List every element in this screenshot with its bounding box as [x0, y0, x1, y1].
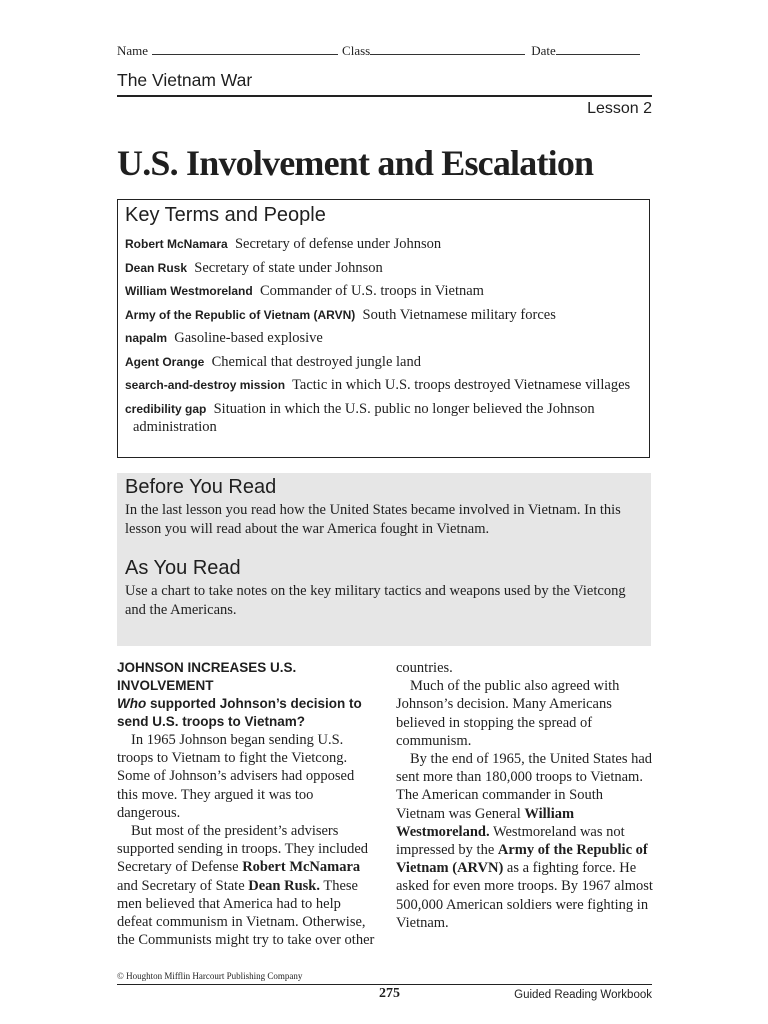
- page-number: 275: [379, 986, 400, 1001]
- term-definition: Commander of U.S. troops in Vietnam: [259, 283, 484, 299]
- term-entry: [125, 259, 641, 277]
- question-who: Who: [117, 696, 147, 711]
- term-name: Dean Rusk: [125, 260, 188, 275]
- p2-bold-rusk: Dean Rusk.: [248, 877, 320, 894]
- before-you-read-text: In the last lesson you read how the United States became involved in Vietnam. In this lesson you will read about the war America fought in Vietnam.: [125, 502, 621, 537]
- term-entry: [125, 329, 641, 347]
- header-rule: [117, 95, 652, 97]
- as-you-read-heading: As You Read: [125, 557, 241, 579]
- term-definition: South Vietnamese military forces: [362, 306, 556, 323]
- paragraph-2-continued: countries.: [396, 660, 453, 676]
- footer-rule: [117, 984, 652, 985]
- date-blank[interactable]: [556, 42, 640, 55]
- term-name: search-and-destroy mission: [125, 378, 286, 392]
- term-name: credibility gap: [125, 401, 207, 416]
- class-label: Class: [342, 43, 371, 58]
- paragraph-2: [117, 822, 375, 949]
- term-definition: Situation in which the U.S. public no longer believed the Johnson administration: [133, 400, 595, 435]
- p4-text: as a fighting force. He asked for even more troops. By 1967 almost 500,000 American soldiers were fighting in Vietnam.: [396, 860, 653, 931]
- p4-text: Westmoreland was not impressed by the: [396, 823, 625, 859]
- section-question: [117, 695, 375, 731]
- paragraph-3: Much of the public also agreed with Johnson’s decision. Many Americans believed in stopping the spread of communism.: [396, 678, 620, 749]
- right-column: [396, 659, 654, 932]
- workbook-title: Guided Reading Workbook: [514, 989, 652, 1001]
- copyright-notice: © Houghton Mifflin Harcourt Publishing Company: [117, 971, 303, 981]
- class-blank[interactable]: [370, 42, 525, 55]
- term-name: William Westmoreland: [125, 284, 253, 298]
- term-entry: [125, 235, 641, 253]
- as-you-read-text: Use a chart to take notes on the key military tactics and weapons used by the Vietcong and the Americans.: [125, 583, 626, 618]
- left-column: [117, 659, 375, 949]
- p2-text: But most of the president’s advisers supported sending in troops. They included Secretary of Defense: [117, 823, 369, 876]
- term-definition: Secretary of defense under Johnson: [234, 236, 442, 252]
- term-name: Agent Orange: [125, 354, 205, 369]
- paragraph-4: [396, 750, 654, 932]
- before-you-read-heading: Before You Read: [125, 476, 277, 498]
- p2-bold-mcnamara: Robert McNamara: [242, 859, 361, 876]
- lesson-label: Lesson 2: [587, 100, 652, 117]
- section-heading: JOHNSON INCREASES U.S. INVOLVEMENT: [117, 660, 297, 693]
- term-name: Robert McNamara: [125, 237, 228, 251]
- key-terms-box: [117, 199, 650, 458]
- student-info-line: [117, 42, 651, 59]
- term-definition: Gasoline-based explosive: [174, 330, 323, 346]
- question-rest: supported Johnson’s decision to send U.S. troops to Vietnam?: [117, 696, 362, 729]
- name-label: Name: [117, 43, 149, 58]
- term-entry: [125, 376, 641, 394]
- term-entry: [125, 353, 641, 371]
- p4-bold-arvn: Army of the Republic of Vietnam (ARVN): [396, 842, 648, 877]
- p4-text: By the end of 1965, the United States had sent more than 180,000 troops to Vietnam. The American commander in South Vietnam was General: [396, 751, 653, 822]
- term-definition: Tactic in which U.S. troops destroyed Vietnamese villages: [292, 377, 631, 393]
- term-entry: [125, 306, 641, 324]
- unit-title: The Vietnam War: [117, 70, 253, 90]
- p2-text: and Secretary of State: [117, 877, 249, 894]
- reading-guide-box: [117, 473, 651, 646]
- name-blank[interactable]: [152, 42, 338, 55]
- term-name: napalm: [125, 331, 168, 345]
- term-definition: Chemical that destroyed jungle land: [211, 353, 421, 370]
- term-name: Army of the Republic of Vietnam (ARVN): [125, 307, 356, 322]
- date-label: Date: [531, 43, 556, 58]
- term-entry: [125, 282, 641, 300]
- p4-bold-westmoreland: William Westmoreland.: [396, 805, 575, 840]
- paragraph-1: In 1965 Johnson began sending U.S. troops to Vietnam to fight the Vietcong. Some of Johnson’s advisers had opposed this move. They argued it was too dangerous.: [117, 732, 355, 821]
- p2-text: These men believed that America had to help defeat communism in Vietnam. Otherwise, the Communists might try to take over other: [117, 877, 375, 949]
- term-entry: [125, 400, 641, 436]
- key-terms-heading: Key Terms and People: [125, 204, 326, 226]
- lesson-title: U.S. Involvement and Escalation: [117, 143, 594, 183]
- term-definition: Secretary of state under Johnson: [194, 259, 383, 276]
